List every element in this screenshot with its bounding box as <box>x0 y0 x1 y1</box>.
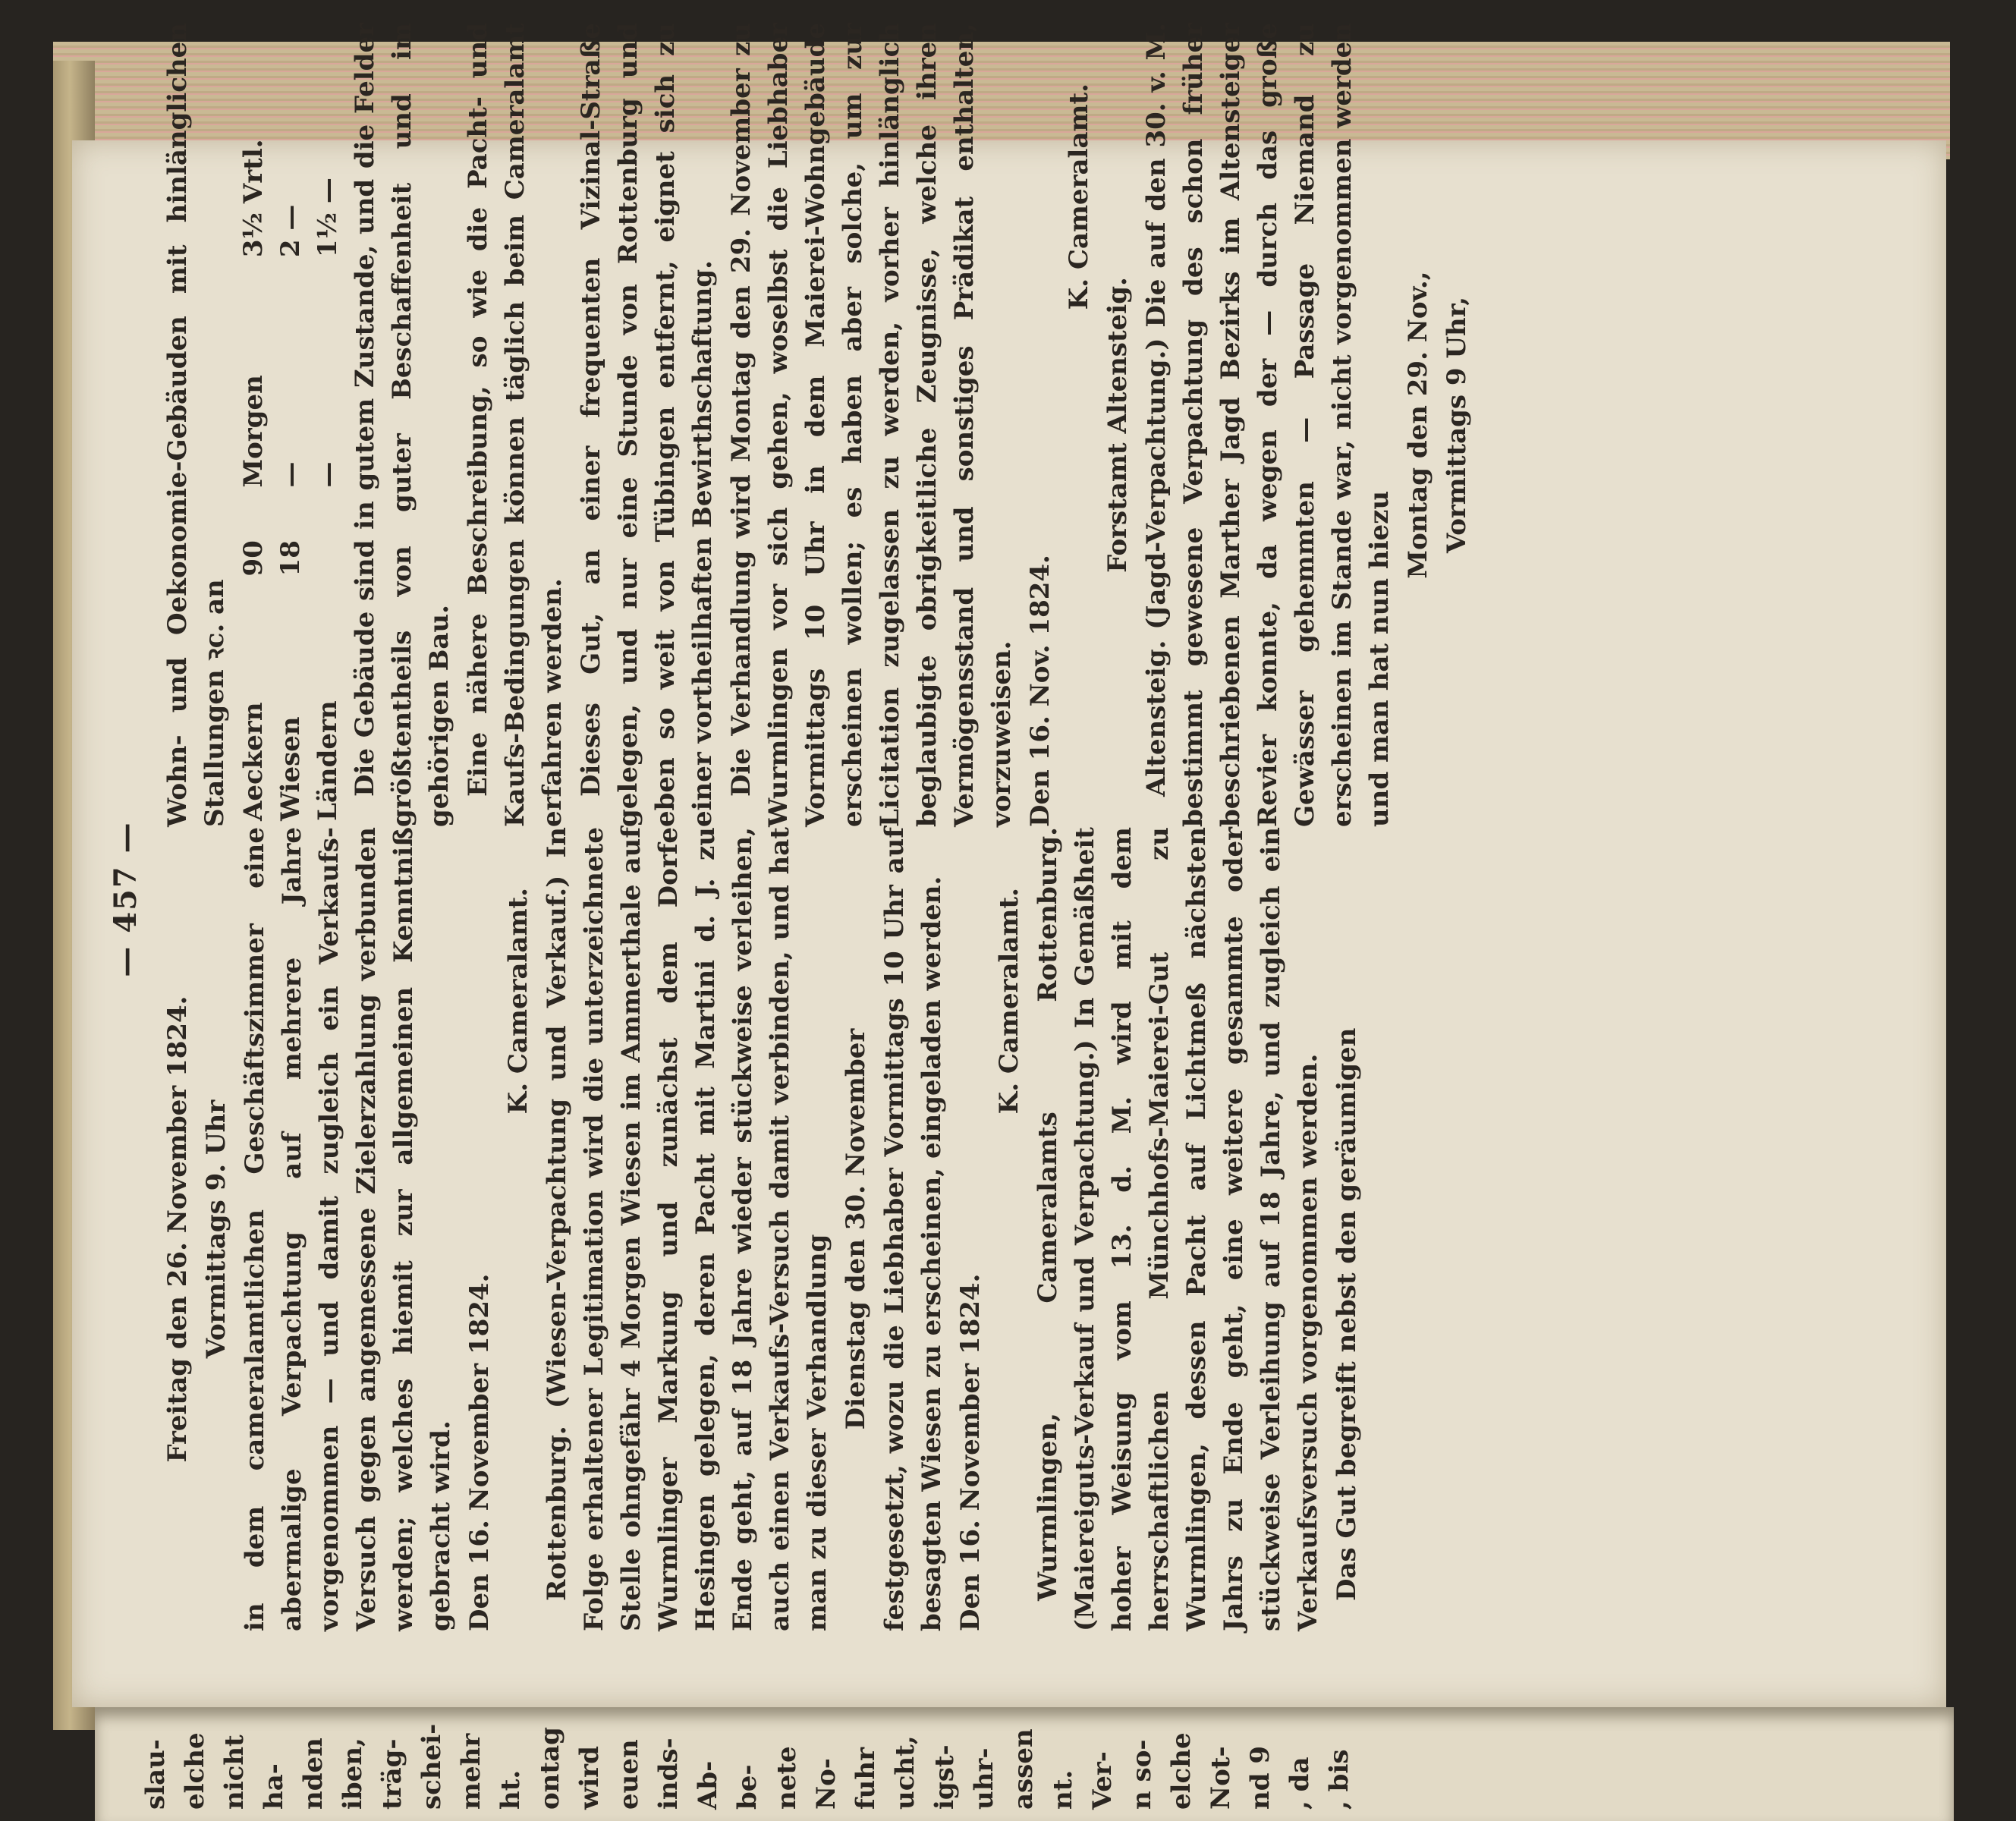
right-paragraph-0: Die Gebäude sind in gutem Zustande, und die Felder größtentheils von guter Beschaffenheit und im gehörigen Bau. <box>350 23 454 827</box>
facing-page-word: schei- <box>417 1723 447 1810</box>
facing-page-word: nd 9 <box>1245 1746 1275 1810</box>
left-paragraph-3: Den 16. November 1824. <box>464 1273 495 1631</box>
facing-page-word: elche <box>1166 1732 1197 1810</box>
facing-page-word: euen <box>614 1739 644 1810</box>
facing-page-word: Ab- <box>693 1760 723 1810</box>
right-text-column <box>159 23 1477 827</box>
left-paragraph-6: Dienstag den 30. November <box>841 1028 871 1430</box>
facing-page-word: ha- <box>259 1763 289 1810</box>
facing-page-word: mehr <box>456 1733 486 1810</box>
facing-page-word: Not- <box>1206 1746 1236 1810</box>
left-paragraph-10: Wurmlingen, Cameralamts Rottenburg. (Maiereiguts-Verkauf und Verpachtung.) In Gemäßheit hoher Weisung vom 13. d. M. wird mit dem herrschaftlichen Münchhofs-Maierei-Gut zu Wurmlingen, dessen Pacht auf Lichtmeß nächsten Jahrs zu Ende geht, eine weitere gesammte oder stückweise Verleihung auf 18 Jahre, und zugleich ein Verkaufsversuch vorgenommen werden. <box>1033 827 1323 1631</box>
land-extra: 1½ — <box>313 178 343 258</box>
facing-page-word: ontag <box>535 1727 565 1810</box>
land-extra: 2 — <box>275 204 306 258</box>
facing-page-word: uhr- <box>969 1747 999 1810</box>
right-intro: Wohn- und Oekonomie-Gebäuden mit hinlänglichen Stallungen ꝛc. an <box>162 23 230 827</box>
left-paragraph-1: Vormittags 9. Uhr <box>201 1099 231 1359</box>
land-row <box>235 23 272 827</box>
facing-page-word: assen <box>1008 1728 1039 1810</box>
left-paragraph-9: K. Cameralamt. <box>994 888 1024 1115</box>
facing-page-word: iben, <box>338 1738 368 1810</box>
right-paragraph-3: Die Verhandlung wird Montag den 29. November zu Wurmlingen vor sich gehen, woselbst die Liebhaber Vormittags 10 Uhr in dem Maierei-Wohngebäude erscheinen wollen; es haben aber solche, um zur Licitation zugelassen zu werden, vorher hinlänglich beglaubigte obrigkeitliche Zeugnisse, welche ihren Vermögensstand und sonstiges Prädikat enthalten, vorzuweisen. <box>726 23 1017 827</box>
land-num: 90 <box>238 540 269 577</box>
right-paragraph-7: Altensteig. (Jagd-Verpachtung.) Die auf den 30. v. M. bestimmt gewesene Verpachtung des schon früher beschriebenen Marther Jagd Bezirks im Altensteiger Revier konnte, da wegen der — durch das große Gewässer gehemmten — Passage Niemand zu erscheinen im Stande war, nicht vorgenommen werden und man hat nun hiezu <box>1141 23 1395 827</box>
page-number-header: — 457 — <box>107 821 143 977</box>
land-unit: — <box>313 461 343 488</box>
facing-page-word: elche <box>180 1732 210 1810</box>
facing-page-word: igst- <box>929 1744 960 1810</box>
left-paragraph-0: Freitag den 26. November 1824. <box>162 995 193 1463</box>
land-label: Ländern <box>313 700 343 821</box>
left-paragraph-2: in dem cameralamtlichen Geschäftszimmer eine abermalige Verpachtung auf mehrere Jahre vorgenommen — und damit zugleich ein Verkaufs-Versuch gegen angemessene Zielerzahlung verbunden werden; welches hiemit zur allgemeinen Kenntniß gebracht wird. <box>240 827 456 1631</box>
land-label: Wiesen <box>275 716 306 821</box>
land-row <box>272 23 310 827</box>
left-paragraph-11: Das Gut begreift nebst den geräumigen <box>1332 1027 1362 1601</box>
facing-page-word: nete <box>772 1746 802 1810</box>
facing-page-fragments <box>95 1707 1954 1821</box>
facing-page-word: ucht, <box>890 1735 920 1810</box>
right-paragraph-4: Den 16. Nov. 1824. <box>1025 555 1055 827</box>
left-paragraph-8: Den 16. November 1824. <box>955 1273 986 1631</box>
rotated-page-content <box>91 23 1897 1654</box>
right-paragraph-9: Vormittags 9 Uhr, <box>1442 296 1472 554</box>
facing-page-word: nden <box>298 1738 329 1810</box>
facing-page-word: inds- <box>653 1738 684 1810</box>
facing-page-word: be- <box>732 1764 763 1810</box>
land-area-table <box>235 23 347 827</box>
land-row <box>310 23 347 827</box>
facing-page-word: träg- <box>377 1738 407 1810</box>
left-paragraph-4: K. Cameralamt. <box>503 888 533 1115</box>
right-paragraph-2: Dieses Gut, an einer frequenten Vizinal-Straße gelegen, und nur eine Stunde von Rottenburg und eben so weit von Tübingen entfernt, eignet sich zu einer vortheilhaften Bewirthschaftung. <box>576 23 718 827</box>
right-paragraphs <box>347 23 1476 827</box>
facing-page-word: Ver- <box>1087 1751 1118 1810</box>
facing-page-bottom <box>95 1707 1954 1821</box>
right-paragraph-1: Eine nähere Beschreibung, so wie die Pacht- und Kaufs-Bedingungen können täglich beim Cameralamt erfahren werden. <box>463 23 568 827</box>
left-paragraph-5: Rottenburg. (Wiesen-Verpachtung und Verkauf.) In Folge erhaltener Legitimation wird die unterzeichnete Stelle ohngefähr 4 Morgen Wiesen im Ammerthale auf Wurmlinger Markung und zunächst dem Dorfe Hesingen gelegen, deren Pacht mit Martini d. J. zu Ende geht, auf 18 Jahre wieder stückweise verleihen, auch einen Verkaufs-Versuch damit verbinden, und hat man zu dieser Verhandlung <box>542 827 832 1631</box>
land-unit: — <box>275 461 306 488</box>
facing-page-word: n so- <box>1127 1739 1157 1810</box>
land-num <box>310 494 347 583</box>
facing-page-word: ht. <box>495 1769 526 1810</box>
land-extra: 3½ Vrtl. <box>238 139 269 258</box>
facing-page-word: nicht <box>219 1735 250 1810</box>
facing-page-word: nt. <box>1048 1769 1078 1810</box>
facing-page-word: , da <box>1285 1757 1315 1810</box>
left-paragraph-7: festgesetzt, wozu die Liebhaber Vormittags 10 Uhr auf besagten Wiesen zu erscheinen, eingeladen werden. <box>879 827 947 1631</box>
right-paragraph-5: K. Cameralamt. <box>1064 83 1094 310</box>
right-paragraph-8: Montag den 29. Nov., <box>1403 271 1433 579</box>
land-label: Aeckern <box>238 702 269 821</box>
left-text-column <box>159 827 1367 1631</box>
facing-page-word: No- <box>811 1758 841 1810</box>
facing-page-word: fuhr <box>851 1747 881 1810</box>
facing-page-word: slau- <box>140 1739 171 1810</box>
facing-page-word: wird <box>574 1746 605 1810</box>
facing-page-word: , bis <box>1324 1749 1354 1810</box>
land-num: 18 <box>275 540 306 577</box>
land-unit: Morgen <box>238 375 269 488</box>
right-paragraph-6: Forstamt Altensteig. <box>1102 277 1133 573</box>
